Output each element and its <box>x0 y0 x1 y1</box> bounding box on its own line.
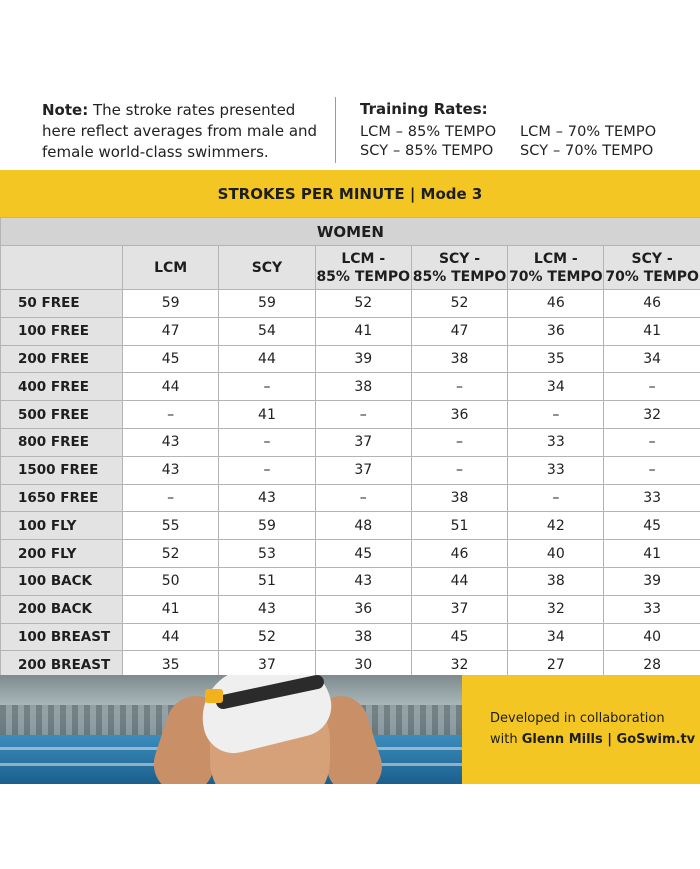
column-header <box>411 246 507 290</box>
table-cell: 34 <box>508 373 604 401</box>
column-header-line: LCM <box>154 259 188 276</box>
table-cell: 42 <box>508 512 604 540</box>
table-row <box>1 595 700 623</box>
column-header-line: LCM - <box>341 250 386 267</box>
table-cell: 32 <box>411 651 507 679</box>
table-row <box>1 623 700 651</box>
table-cell: 43 <box>123 428 219 456</box>
table-cell: 37 <box>315 456 411 484</box>
column-header <box>219 246 315 290</box>
rate-lcm-85: LCM – 85% TEMPO <box>360 124 497 140</box>
header-section <box>0 0 700 170</box>
table-cell: 28 <box>604 651 700 679</box>
table-row <box>1 345 700 373</box>
table-cell: – <box>219 373 315 401</box>
table-cell: 41 <box>604 317 700 345</box>
table-cell: 46 <box>508 290 604 318</box>
column-header-line: 70% TEMPO <box>509 268 603 285</box>
table-cell: 41 <box>123 595 219 623</box>
table-cell: 51 <box>219 567 315 595</box>
table-cell: 45 <box>604 512 700 540</box>
table-cell: 59 <box>219 512 315 540</box>
table-row <box>1 428 700 456</box>
column-header-line: 85% TEMPO <box>412 268 507 285</box>
table-cell: 38 <box>411 345 507 373</box>
event-label: 400 FREE <box>1 373 123 401</box>
table-cell: 39 <box>315 345 411 373</box>
table-cell: 47 <box>123 317 219 345</box>
table-row <box>1 401 700 429</box>
table-cell: 55 <box>123 512 219 540</box>
table-cell: 44 <box>219 345 315 373</box>
table-cell: 39 <box>604 567 700 595</box>
table-cell: 33 <box>604 484 700 512</box>
table-row <box>1 512 700 540</box>
table-cell: 43 <box>315 567 411 595</box>
table-cell: 37 <box>315 428 411 456</box>
column-header-line: SCY - <box>631 250 673 267</box>
table-cell: 43 <box>123 456 219 484</box>
banner-title: STROKES PER MINUTE | Mode 3 <box>217 184 483 203</box>
table-row <box>1 567 700 595</box>
event-label: 100 BACK <box>1 567 123 595</box>
table-cell: 41 <box>315 317 411 345</box>
column-header <box>315 246 411 290</box>
group-header-women: WOMEN <box>1 218 700 246</box>
table-cell: 46 <box>411 540 507 568</box>
table-row <box>1 456 700 484</box>
table-cell: – <box>219 456 315 484</box>
column-header-line: 70% TEMPO <box>605 268 699 285</box>
table-cell: – <box>604 456 700 484</box>
table-cell: 52 <box>123 540 219 568</box>
table-cell: 59 <box>219 290 315 318</box>
table-cell: – <box>508 484 604 512</box>
table-cell: 38 <box>411 484 507 512</box>
table-cell: 45 <box>411 623 507 651</box>
table-cell: 46 <box>604 290 700 318</box>
photo-tempo-trainer <box>205 689 223 703</box>
table-cell: 59 <box>123 290 219 318</box>
table-cell: 35 <box>123 651 219 679</box>
table-cell: 44 <box>123 623 219 651</box>
table-cell: – <box>219 428 315 456</box>
event-label: 100 FREE <box>1 317 123 345</box>
table-cell: – <box>411 373 507 401</box>
event-label: 500 FREE <box>1 401 123 429</box>
training-rates-title: Training Rates: <box>360 100 488 118</box>
corner-cell <box>1 246 123 290</box>
header-divider <box>335 97 336 163</box>
table-row <box>1 540 700 568</box>
table-cell: 45 <box>315 540 411 568</box>
title-banner <box>0 170 700 217</box>
note-text <box>42 100 327 163</box>
table-cell: 36 <box>315 595 411 623</box>
table-cell: – <box>508 401 604 429</box>
table-cell: 43 <box>219 595 315 623</box>
table-cell: 36 <box>508 317 604 345</box>
event-label: 200 BACK <box>1 595 123 623</box>
column-header-line: 85% TEMPO <box>316 268 411 285</box>
table-row <box>1 317 700 345</box>
table-cell: 30 <box>315 651 411 679</box>
column-header-line: LCM - <box>533 250 578 267</box>
table-cell: 52 <box>315 290 411 318</box>
table-cell: 34 <box>508 623 604 651</box>
event-label: 200 FREE <box>1 345 123 373</box>
event-label: 1500 FREE <box>1 456 123 484</box>
table-cell: 32 <box>508 595 604 623</box>
credit-line1: Developed in collaboration <box>490 711 665 726</box>
credit-line2-bold: Glenn Mills | GoSwim.tv <box>521 732 696 747</box>
table-cell: 47 <box>411 317 507 345</box>
credit-line2-prefix: with <box>490 732 522 747</box>
table-cell: 36 <box>411 401 507 429</box>
event-label: 1650 FREE <box>1 484 123 512</box>
table-cell: 38 <box>315 623 411 651</box>
table-cell: 51 <box>411 512 507 540</box>
table-cell: 27 <box>508 651 604 679</box>
column-header <box>604 246 700 290</box>
table-cell: – <box>123 401 219 429</box>
column-header-line: SCY <box>251 259 283 276</box>
table-cell: 48 <box>315 512 411 540</box>
table-cell: 40 <box>508 540 604 568</box>
table-cell: 52 <box>411 290 507 318</box>
table-row <box>1 373 700 401</box>
table-cell: – <box>411 428 507 456</box>
table-cell: – <box>123 484 219 512</box>
event-label: 100 BREAST <box>1 623 123 651</box>
table-cell: 45 <box>123 345 219 373</box>
table-cell: 52 <box>219 623 315 651</box>
swimmer-photo <box>0 675 462 784</box>
table-cell: 54 <box>219 317 315 345</box>
rate-lcm-70: LCM – 70% TEMPO <box>520 124 657 140</box>
note-label: Note: <box>42 101 89 119</box>
event-label: 200 BREAST <box>1 651 123 679</box>
table-cell: 41 <box>219 401 315 429</box>
table-cell: 37 <box>219 651 315 679</box>
table-cell: 43 <box>219 484 315 512</box>
table-cell: – <box>315 484 411 512</box>
table-row <box>1 290 700 318</box>
table-cell: 44 <box>411 567 507 595</box>
event-label: 100 FLY <box>1 512 123 540</box>
table-cell: 50 <box>123 567 219 595</box>
credit-line2 <box>490 732 695 747</box>
table-cell: – <box>315 401 411 429</box>
table-cell: 53 <box>219 540 315 568</box>
table-cell: 40 <box>604 623 700 651</box>
column-header <box>508 246 604 290</box>
table-cell: 33 <box>508 456 604 484</box>
table-cell: – <box>604 373 700 401</box>
strokes-table <box>0 217 700 679</box>
table-cell: 38 <box>508 567 604 595</box>
table-cell: 35 <box>508 345 604 373</box>
table-cell: – <box>604 428 700 456</box>
credit-box <box>462 675 700 784</box>
table-cell: – <box>411 456 507 484</box>
event-label: 800 FREE <box>1 428 123 456</box>
table-cell: 32 <box>604 401 700 429</box>
column-header-line: SCY - <box>438 250 481 267</box>
table-cell: 38 <box>315 373 411 401</box>
note-body: The stroke rates presented here reflect averages from male and female world-class swimmers. <box>42 101 318 161</box>
table-cell: 44 <box>123 373 219 401</box>
table-cell: 33 <box>508 428 604 456</box>
table-row <box>1 484 700 512</box>
table-cell: 37 <box>411 595 507 623</box>
event-label: 50 FREE <box>1 290 123 318</box>
event-label: 200 FLY <box>1 540 123 568</box>
rate-scy-85: SCY – 85% TEMPO <box>360 143 494 159</box>
table-cell: 33 <box>604 595 700 623</box>
table-cell: 41 <box>604 540 700 568</box>
column-header <box>123 246 219 290</box>
rate-scy-70: SCY – 70% TEMPO <box>520 143 654 159</box>
table-cell: 34 <box>604 345 700 373</box>
